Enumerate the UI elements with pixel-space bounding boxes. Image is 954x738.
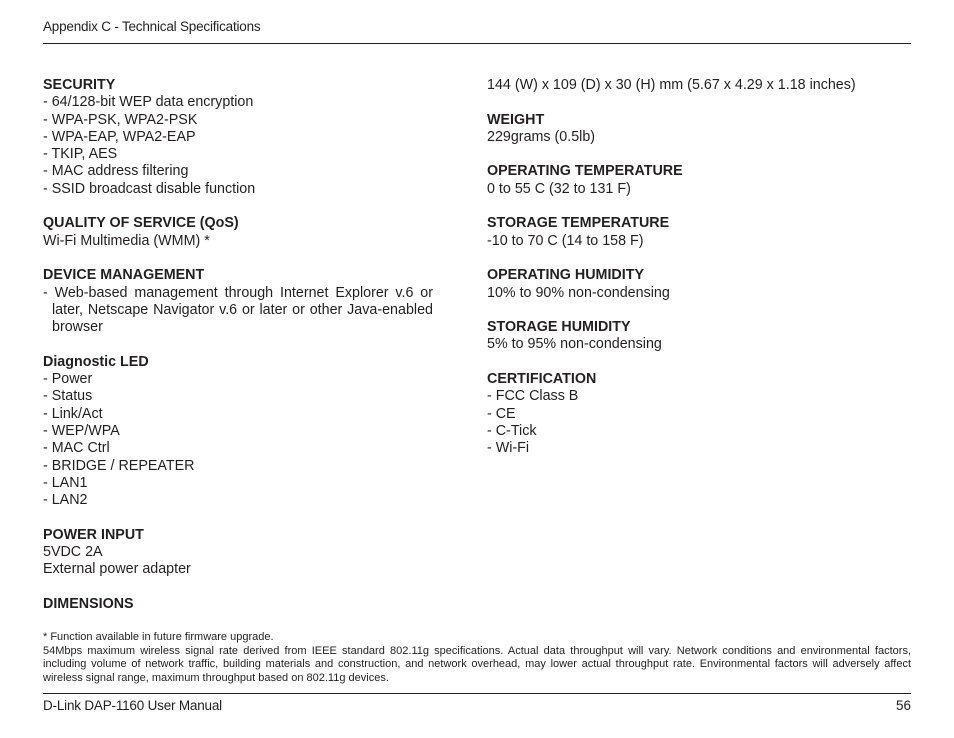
dimensions-heading: DIMENSIONS <box>43 595 134 612</box>
security-item: - MAC address filtering <box>43 163 189 180</box>
certification-item: - C-Tick <box>487 422 537 439</box>
weight-heading: WEIGHT <box>487 111 545 128</box>
operating-temperature-heading: OPERATING TEMPERATURE <box>487 163 683 180</box>
certification-item: - CE <box>487 405 516 422</box>
page-header: Appendix C - Technical Specifications <box>43 19 261 34</box>
storage-humidity-section <box>487 319 907 354</box>
security-item: - SSID broadcast disable function <box>43 180 256 197</box>
diagnostic-led-item: - Link/Act <box>43 405 103 422</box>
operating-humidity-heading: OPERATING HUMIDITY <box>487 267 645 284</box>
footnotes <box>43 631 911 685</box>
operating-temperature-section <box>487 163 907 198</box>
device-management-heading: DEVICE MANAGEMENT <box>43 267 205 284</box>
diagnostic-led-item: - WEP/WPA <box>43 422 120 439</box>
power-input-section <box>43 527 433 579</box>
security-heading: SECURITY <box>43 77 116 93</box>
operating-humidity-text: 10% to 90% non-condensing <box>487 284 670 301</box>
diagnostic-led-item: - LAN1 <box>43 474 88 491</box>
throughput-disclaimer: 54Mbps maximum wireless signal rate derived from IEEE standard 802.11g specifications. Actual data throughput will vary. Network conditions and environmental factors, including volume of network traffic, building materials and construction, and network overhead, may lower actual throughput rate. Environmental factors will adversely affect wireless signal range, maximum throughput based on 802.11g devices. <box>43 644 911 684</box>
device-management-text: - Web-based management through Internet Explorer v.6 or later, Netscape Navigator v.6 or later or other Java-enabled browser <box>43 284 433 336</box>
security-section <box>43 77 433 198</box>
page-number: 56 <box>895 698 911 713</box>
certification-item: - FCC Class B <box>487 388 579 405</box>
security-item: - 64/128-bit WEP data encryption <box>43 94 254 111</box>
dimensions-value: 144 (W) x 109 (D) x 30 (H) mm (5.67 x 4.29 x 1.18 inches) <box>487 77 856 93</box>
weight-section <box>487 112 907 147</box>
footer-divider <box>43 693 911 694</box>
security-item: - WPA-EAP, WPA2-EAP <box>43 128 196 145</box>
right-column <box>487 77 907 458</box>
security-item: - WPA-PSK, WPA2-PSK <box>43 111 198 128</box>
diagnostic-led-section <box>43 354 433 510</box>
storage-humidity-heading: STORAGE HUMIDITY <box>487 319 631 336</box>
dimensions-value-section <box>487 77 907 94</box>
device-management-section <box>43 267 433 336</box>
storage-temperature-heading: STORAGE TEMPERATURE <box>487 215 670 232</box>
manual-title: D-Link DAP-1160 User Manual <box>43 698 222 713</box>
diagnostic-led-item: - Status <box>43 388 93 405</box>
storage-humidity-text: 5% to 95% non-condensing <box>487 336 662 353</box>
diagnostic-led-item: - LAN2 <box>43 492 88 509</box>
dimensions-section <box>43 596 433 613</box>
diagnostic-led-heading: Diagnostic LED <box>43 353 149 370</box>
power-input-heading: POWER INPUT <box>43 526 144 543</box>
certification-item: - Wi-Fi <box>487 440 530 457</box>
footnote: * Function available in future firmware upgrade. <box>43 631 274 643</box>
diagnostic-led-item: - Power <box>43 371 93 388</box>
operating-humidity-section <box>487 267 907 302</box>
storage-temperature-section <box>487 215 907 250</box>
qos-section <box>43 215 433 250</box>
weight-text: 229grams (0.5lb) <box>487 128 596 145</box>
header-divider <box>43 43 911 44</box>
certification-section <box>487 371 907 457</box>
power-input-item: External power adapter <box>43 561 191 578</box>
diagnostic-led-item: - BRIDGE / REPEATER <box>43 457 195 474</box>
diagnostic-led-item: - MAC Ctrl <box>43 440 110 457</box>
security-item: - TKIP, AES <box>43 146 118 163</box>
operating-temperature-text: 0 to 55 C (32 to 131 F) <box>487 180 631 197</box>
storage-temperature-text: -10 to 70 C (14 to 158 F) <box>487 232 644 249</box>
certification-heading: CERTIFICATION <box>487 371 597 388</box>
qos-heading: QUALITY OF SERVICE (QoS) <box>43 215 239 232</box>
power-input-item: 5VDC 2A <box>43 544 103 561</box>
left-column <box>43 77 433 613</box>
qos-text: Wi-Fi Multimedia (WMM) * <box>43 232 210 249</box>
